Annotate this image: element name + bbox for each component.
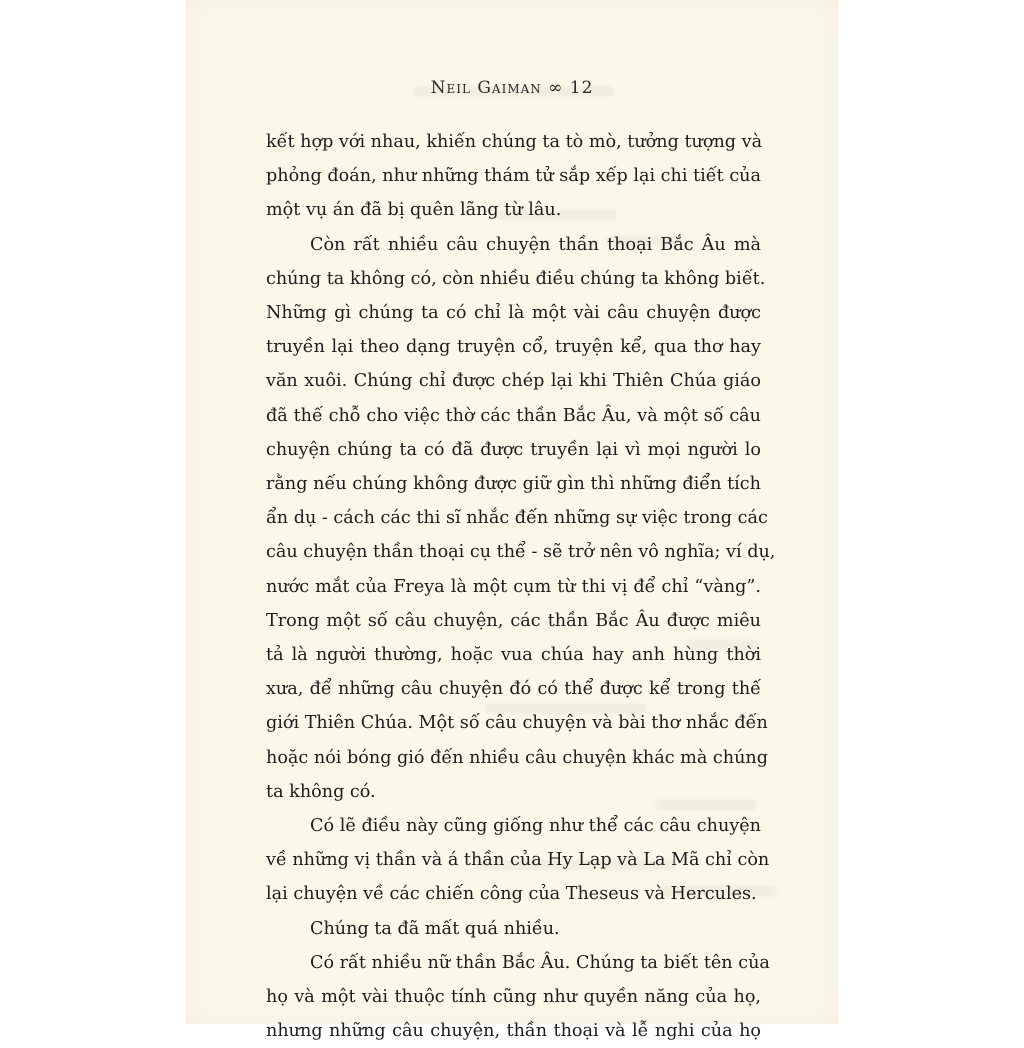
text-line: họ và một vài thuộc tính cũng như quyền năng của họ,: [266, 987, 761, 1008]
text-line: đã thế chỗ cho việc thờ các thần Bắc Âu, và một số câu: [266, 405, 761, 426]
text-line: nước mắt của Freya là một cụm từ thi vị để chỉ “vàng”.: [266, 576, 761, 597]
paragraph-2: [266, 228, 776, 809]
text-line: Có lẽ điều này cũng giống như thể các câu chuyện: [310, 816, 761, 837]
text-line: hoặc nói bóng gió đến nhiều câu chuyện khác mà chúng: [266, 747, 769, 768]
text-line: nhưng những câu chuyện, thần thoại và lễ nghi của họ: [266, 1021, 761, 1042]
book-page: [186, 0, 838, 1042]
text-line: câu chuyện thần thoại cụ thể - sẽ trở nên vô nghĩa; ví dụ,: [266, 542, 776, 563]
text-line: rằng nếu chúng không được giữ gìn thì những điển tích: [266, 474, 761, 495]
text-line: tả là người thường, hoặc vua chúa hay anh hùng thời: [266, 645, 761, 666]
running-header: [186, 78, 838, 98]
text-line: văn xuôi. Chúng chỉ được chép lại khi Thiên Chúa giáo: [266, 371, 761, 392]
text-line: chúng ta không có, còn nhiều điều chúng ta không biết.: [266, 268, 766, 289]
text-line: truyền lại theo dạng truyện cổ, truyện kể, qua thơ hay: [266, 337, 761, 358]
text-line: Trong một số câu chuyện, các thần Bắc Âu được miêu: [266, 610, 761, 631]
page-body: [266, 125, 776, 1048]
paragraph-4: [266, 912, 761, 946]
paragraph-3: [266, 809, 770, 912]
header-separator-icon: ∞: [548, 78, 564, 98]
text-line: Còn rất nhiều câu chuyện thần thoại Bắc Âu mà: [310, 234, 761, 255]
paragraph-5: [266, 946, 770, 1048]
text-line: giới Thiên Chúa. Một số câu chuyện và bài thơ nhắc đến: [266, 713, 768, 734]
text-line: ẩn dụ - cách các thi sĩ nhắc đến những sự việc trong các: [266, 508, 768, 529]
paragraph-1: [266, 125, 761, 228]
text-line: về những vị thần và á thần của Hy Lạp và La Mã chỉ còn: [266, 850, 770, 871]
text-line: kết hợp với nhau, khiến chúng ta tò mò, tưởng tượng và: [266, 132, 763, 152]
text-line: Có rất nhiều nữ thần Bắc Âu. Chúng ta biết tên của: [310, 952, 770, 973]
header-page-number: 12: [569, 78, 594, 98]
text-line: lại chuyện về các chiến công của Theseus và Hercules.: [266, 884, 757, 905]
text-line: phỏng đoán, như những thám tử sắp xếp lại chi tiết của: [266, 166, 761, 187]
text-line: một vụ án đã bị quên lãng từ lâu.: [266, 200, 562, 221]
text-line: Những gì chúng ta có chỉ là một vài câu chuyện được: [266, 303, 761, 324]
text-line: ta không có.: [266, 781, 376, 802]
header-author: Neil Gaiman: [430, 78, 542, 98]
text-line: Chúng ta đã mất quá nhiều.: [310, 918, 560, 939]
text-line: xưa, để những câu chuyện đó có thể được kể trong thế: [266, 679, 761, 700]
text-line: chuyện chúng ta có đã được truyền lại vì mọi người lo: [266, 439, 761, 460]
